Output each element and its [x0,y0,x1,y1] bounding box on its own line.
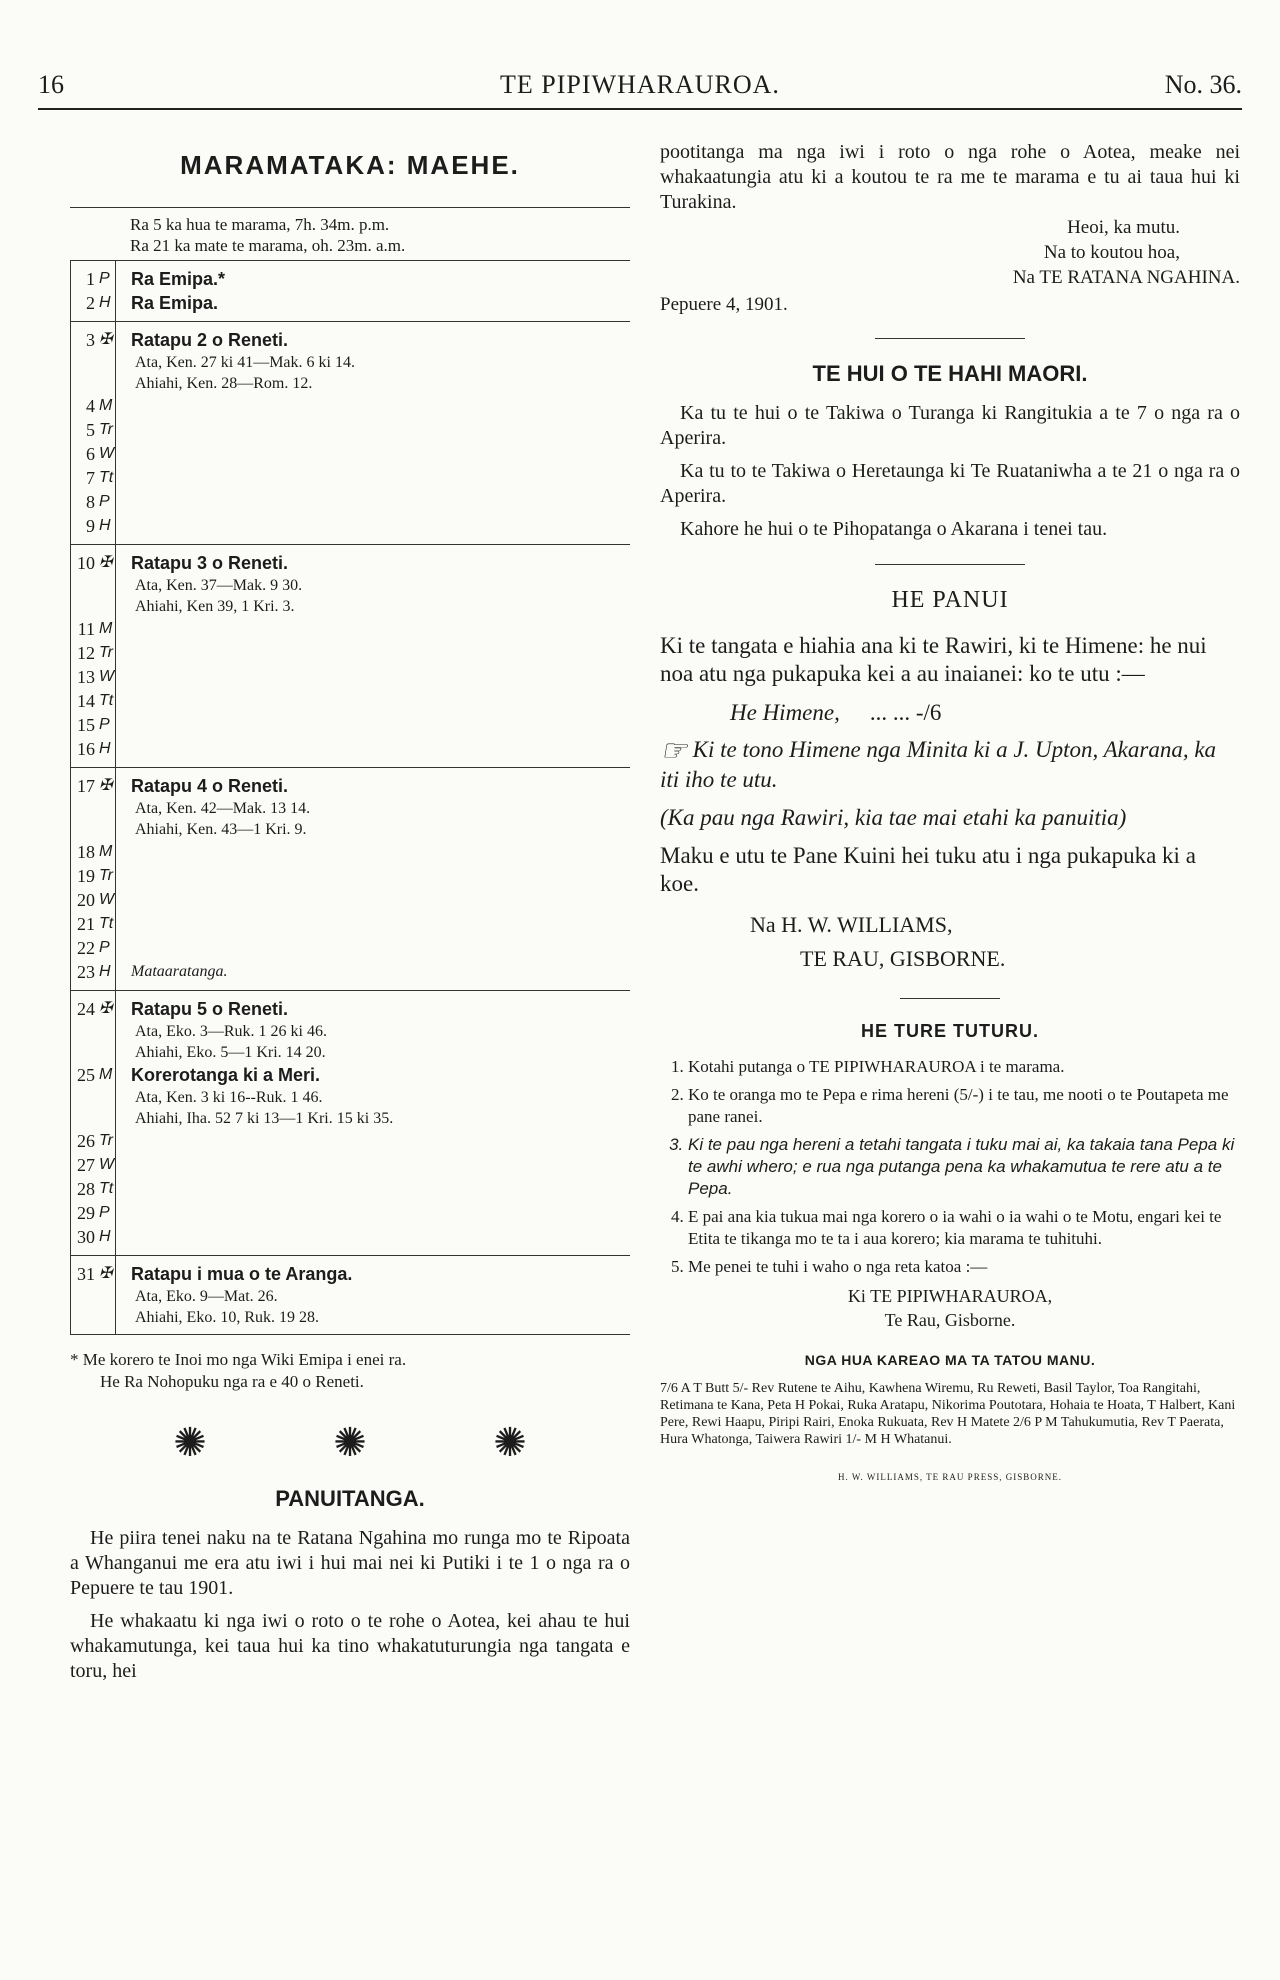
sunday-cross-icon: ✠ [99,554,113,571]
asterism-icon: ✺ [173,1420,207,1465]
reading: Ata, Ken. 37—Mak. 9 30. [135,577,303,594]
rule-item: 4. E pai ana kia tukua mai nga korero o ia wahi o ia wahi o te Motu, engari kei te Etita te tikanga mo te ta i aua korero; kia marama te tuhituhi. [688,1206,1240,1250]
calendar-row [71,394,630,418]
asterism-icon: ✺ [493,1420,527,1465]
calendar-event: Ratapu 4 o Reneti. [131,776,289,796]
signature: TE RAU, GISBORNE. [800,945,1006,971]
article-paragraph: Maku e utu te Pane Kuini hei tuku atu i nga pukapuka ki a koe. [660,842,1196,896]
calendar-row [71,1262,630,1286]
weekday: Tt [99,1180,114,1197]
calendar-row [71,840,630,864]
day-number: 10 [77,553,95,573]
day-number: 11 [77,619,95,639]
weekday: W [99,891,115,908]
issue-number: No. 36. [1164,70,1242,99]
article-paragraph: He piira tenei naku na te Ratana Ngahina mo runga mo te Ripoata a Whanganui me era atu iwi i hui mai nei ki Putiki i te 1 o nga ra o Pepuere te tau 1901. [70,1527,630,1599]
article-paragraph: pootitanga ma nga iwi i roto o nga rohe o Aotea, meake nei whakaatungia atu ki a koutou te ra me te marama e tu ai taua hui ki Turakina. [660,141,1240,213]
calendar-row [71,328,630,352]
article-paragraph: Ka tu te hui o te Takiwa o Turanga ki Rangitukia a te 7 o nga ra o Aperira. [660,402,1240,449]
calendar-row [71,912,630,936]
subscribers-list: 7/6 A T Butt 5/- Rev Rutene te Aihu, Kawhena Wiremu, Ru Reweti, Basil Taylor, Toa Rangitahi, Retimana te Kana, Peta H Pokai, Ruka Aratapu, Nikorima Poutotara, Hohaia te Hoata, T Halbert, Kani Pere, Rewi Haapu, Piripi Rairi, Enoka Rukuata, Rev H Matete 2/6 P M Tahukumutia, Rev T Paerata, Hura Whatonga, Taiwera Rawiri 1/- M H Whatanui. [660,1380,1236,1447]
signoff: Na to koutou hoa, [1043,242,1180,263]
day-number: 7 [86,468,95,488]
weekday: W [99,668,115,685]
day-number: 24 [77,999,95,1019]
weekday: P [99,1204,110,1221]
price-line [660,698,1240,728]
day-number: 13 [77,667,95,687]
calendar-row [71,514,630,538]
calendar-event: Ra Emipa. [131,293,219,313]
day-number: 26 [77,1131,95,1151]
calendar-event: Ra Emipa.* [131,269,226,289]
price-item: He Himene, [730,700,840,725]
day-number: 25 [77,1065,95,1085]
calendar-row [71,960,630,984]
weekday: M [99,1066,113,1083]
footnote: He Ra Nohopuku nga ra e 40 o Reneti. [100,1372,364,1391]
weekday: H [99,740,111,757]
rule-item: 5. Me penei te tuhi i waho o nga reta katoa :— [688,1256,1240,1278]
signoff: Heoi, ka mutu. [1067,217,1180,238]
calendar-row [71,1153,630,1177]
divider [875,338,1025,339]
page-header [38,70,1242,106]
signoff: Na TE RATANA NGAHINA. [1012,267,1240,288]
hui-heading: TE HUI O TE HAHI MAORI. [812,361,1088,386]
calendar-row [71,864,630,888]
weekday: P [99,939,110,956]
day-number: 14 [77,691,95,711]
calendar-row [71,1129,630,1153]
day-number: 23 [77,962,95,982]
weekday: M [99,620,113,637]
calendar-row [71,551,630,575]
article-paragraph: Kahore he hui o te Pihopatanga o Akarana i tenei tau. [680,518,1108,540]
page-number: 16 [38,70,64,99]
sunday-cross-icon: ✠ [99,1000,113,1017]
calendar-row [71,737,630,761]
reading: Ahiahi, Ken 39, 1 Kri. 3. [135,598,295,615]
day-number: 30 [77,1227,95,1247]
weekday: M [99,397,113,414]
reading: Ahiahi, Iha. 52 7 ki 13—1 Kri. 15 ki 35. [135,1110,394,1127]
weekday: H [99,1228,111,1245]
day-number: 8 [86,492,95,512]
calendar-row [71,442,630,466]
day-number: 5 [86,420,95,440]
weekday: Tt [99,469,114,486]
calendar-row [71,267,630,291]
day-number: 20 [77,890,95,910]
weekday: Tr [99,867,113,884]
calendar-event: Korerotanga ki a Meri. [131,1065,321,1085]
calendar-row [71,641,630,665]
day-number: 22 [77,938,95,958]
pointing-hand-icon: ☞ [660,734,687,768]
address-line: Ki TE PIPIWHARAUROA, [847,1285,1053,1306]
reading: Ata, Eko. 3—Ruk. 1 26 ki 46. [135,1023,327,1040]
calendar-row [71,418,630,442]
printer-imprint: H. W. WILLIAMS, TE RAU PRESS, GISBORNE. [838,1471,1062,1482]
signature: Na H. W. WILLIAMS, [750,911,953,937]
divider [900,998,1000,999]
rule-item: 3. Ki te pau nga hereni a tetahi tangata i tuku mai ai, ka takaia tana Pepa ki te awhi whero; e rua nga putanga pena ka whakamutua te rere atu a te Pepa. [688,1134,1240,1200]
sunday-cross-icon: ✠ [99,331,113,348]
weekday: H [99,294,111,311]
weekday: P [99,270,110,287]
weekday: Tt [99,692,114,709]
notice-line [660,736,1240,794]
calendar-row [71,291,630,315]
moon-phases [70,207,630,261]
calendar-row [71,888,630,912]
rules-list [660,1056,1240,1278]
asterism-icon: ✺ [333,1420,367,1465]
newspaper-title: TE PIPIWHARAUROA. [500,70,780,99]
calendar-row [71,1225,630,1249]
calendar-row [71,490,630,514]
reading: Ahiahi, Ken. 43—1 Kri. 9. [135,821,307,838]
article-paragraph: He whakaatu ki nga iwi o roto o te rohe o Aotea, kei ahau te hui whakamutunga, kei taua hui ka tino whakatuturungia nga tangata e toru, hei [70,1610,630,1682]
day-number: 28 [77,1179,95,1199]
notice-paren: (Ka pau nga Rawiri, kia tae mai etahi ka panuitia) [660,804,1127,830]
calendar-row [71,936,630,960]
weekday: W [99,445,115,462]
reading: Ahiahi, Ken. 28—Rom. 12. [135,375,313,392]
reading: Ata, Ken. 27 ki 41—Mak. 6 ki 14. [135,354,355,371]
panui-heading: HE PANUI [891,587,1009,613]
calendar-week [71,991,630,1256]
calendar-row [71,713,630,737]
weekday: M [99,843,113,860]
footnote: * Me korero te Inoi mo nga Wiki Emipa i enei ra. [70,1350,407,1369]
reading: Ata, Ken. 42—Mak. 13 14. [135,800,311,817]
day-number: 19 [77,866,95,886]
rule-item: 2. Ko te oranga mo te Pepa e rima hereni (5/-) i te tau, me nooti o te Poutapeta me pane ranei. [688,1084,1240,1128]
calendar-row [71,617,630,641]
calendar-week [71,261,630,322]
day-number: 21 [77,914,95,934]
day-number: 2 [86,293,95,313]
calendar-row [71,1177,630,1201]
right-column [660,140,1240,1482]
day-number: 9 [86,516,95,536]
calendar-week [71,545,630,768]
day-number: 27 [77,1155,95,1175]
day-number: 17 [77,776,95,796]
panuitanga-heading: PANUITANGA. [275,1486,425,1511]
moon-line: Ra 21 ka mate te marama, oh. 23m. a.m. [130,236,406,255]
calendar-event: Ratapu 2 o Reneti. [131,330,289,350]
article-paragraph: Ka tu to te Takiwa o Heretaunga ki Te Ruataniwha a te 21 o nga ra o Aperira. [660,460,1240,507]
calendar-row [71,774,630,798]
calendar-event: Mataaratanga. [131,963,228,980]
header-rule [38,108,1242,110]
weekday: P [99,493,110,510]
day-number: 16 [77,739,95,759]
weekday: Tr [99,644,113,661]
weekday: Tr [99,1132,113,1149]
weekday: Tr [99,421,113,438]
reading: Ahiahi, Eko. 5—1 Kri. 14 20. [135,1044,326,1061]
calendar-row [71,997,630,1021]
calendar-row [71,689,630,713]
rule-item: 1. Kotahi putanga o TE PIPIWHARAUROA i te marama. [688,1056,1240,1078]
hua-heading: NGA HUA KAREAO MA TA TATOU MANU. [804,1351,1096,1368]
article-date: Pepuere 4, 1901. [660,294,788,315]
ture-heading: HE TURE TUTURU. [861,1020,1039,1041]
divider [875,564,1025,565]
day-number: 18 [77,842,95,862]
calendar-event: Ratapu 5 o Reneti. [131,999,289,1019]
calendar-row [71,665,630,689]
calendar-week [71,322,630,545]
calendar-title: MARAMATAKA: MAEHE. [180,150,520,180]
calendar-row [71,1063,630,1087]
day-number: 29 [77,1203,95,1223]
weekday: Tt [99,915,114,932]
day-number: 15 [77,715,95,735]
calendar-event: Ratapu i mua o te Aranga. [131,1264,353,1284]
sunday-cross-icon: ✠ [99,1265,113,1282]
reading: Ata, Ken. 3 ki 16--Ruk. 1 46. [135,1089,323,1106]
reading: Ahiahi, Eko. 10, Ruk. 19 28. [135,1309,319,1326]
day-number: 3 [86,330,95,350]
moon-line: Ra 5 ka hua te marama, 7h. 34m. p.m. [130,215,390,234]
address-line: Te Rau, Gisborne. [884,1309,1016,1330]
price-value: ... ... -/6 [869,700,942,725]
calendar-week [71,1256,630,1335]
day-number: 12 [77,643,95,663]
notice-text: Ki te tono Himene nga Minita ki a J. Upton, Akarana, ka iti iho te utu. [660,737,1217,792]
ornament-divider [110,1419,590,1466]
reading: Ata, Eko. 9—Mat. 26. [135,1288,278,1305]
weekday: P [99,716,110,733]
article-paragraph: Ki te tangata e hiahia ana ki te Rawiri, ki te Himene: he nui noa atu nga pukapuka kei a au inaianei: ko te utu :— [660,633,1207,686]
calendar-week [71,768,630,991]
calendar-table [70,261,630,1335]
weekday: W [99,1156,115,1173]
calendar-event: Ratapu 3 o Reneti. [131,553,289,573]
day-number: 4 [86,396,95,416]
calendar-row [71,1201,630,1225]
day-number: 1 [86,269,95,289]
day-number: 6 [86,444,95,464]
day-number: 31 [77,1264,95,1284]
sunday-cross-icon: ✠ [99,777,113,794]
calendar-row [71,466,630,490]
weekday: H [99,517,111,534]
left-column [70,140,630,1692]
weekday: H [99,963,111,980]
